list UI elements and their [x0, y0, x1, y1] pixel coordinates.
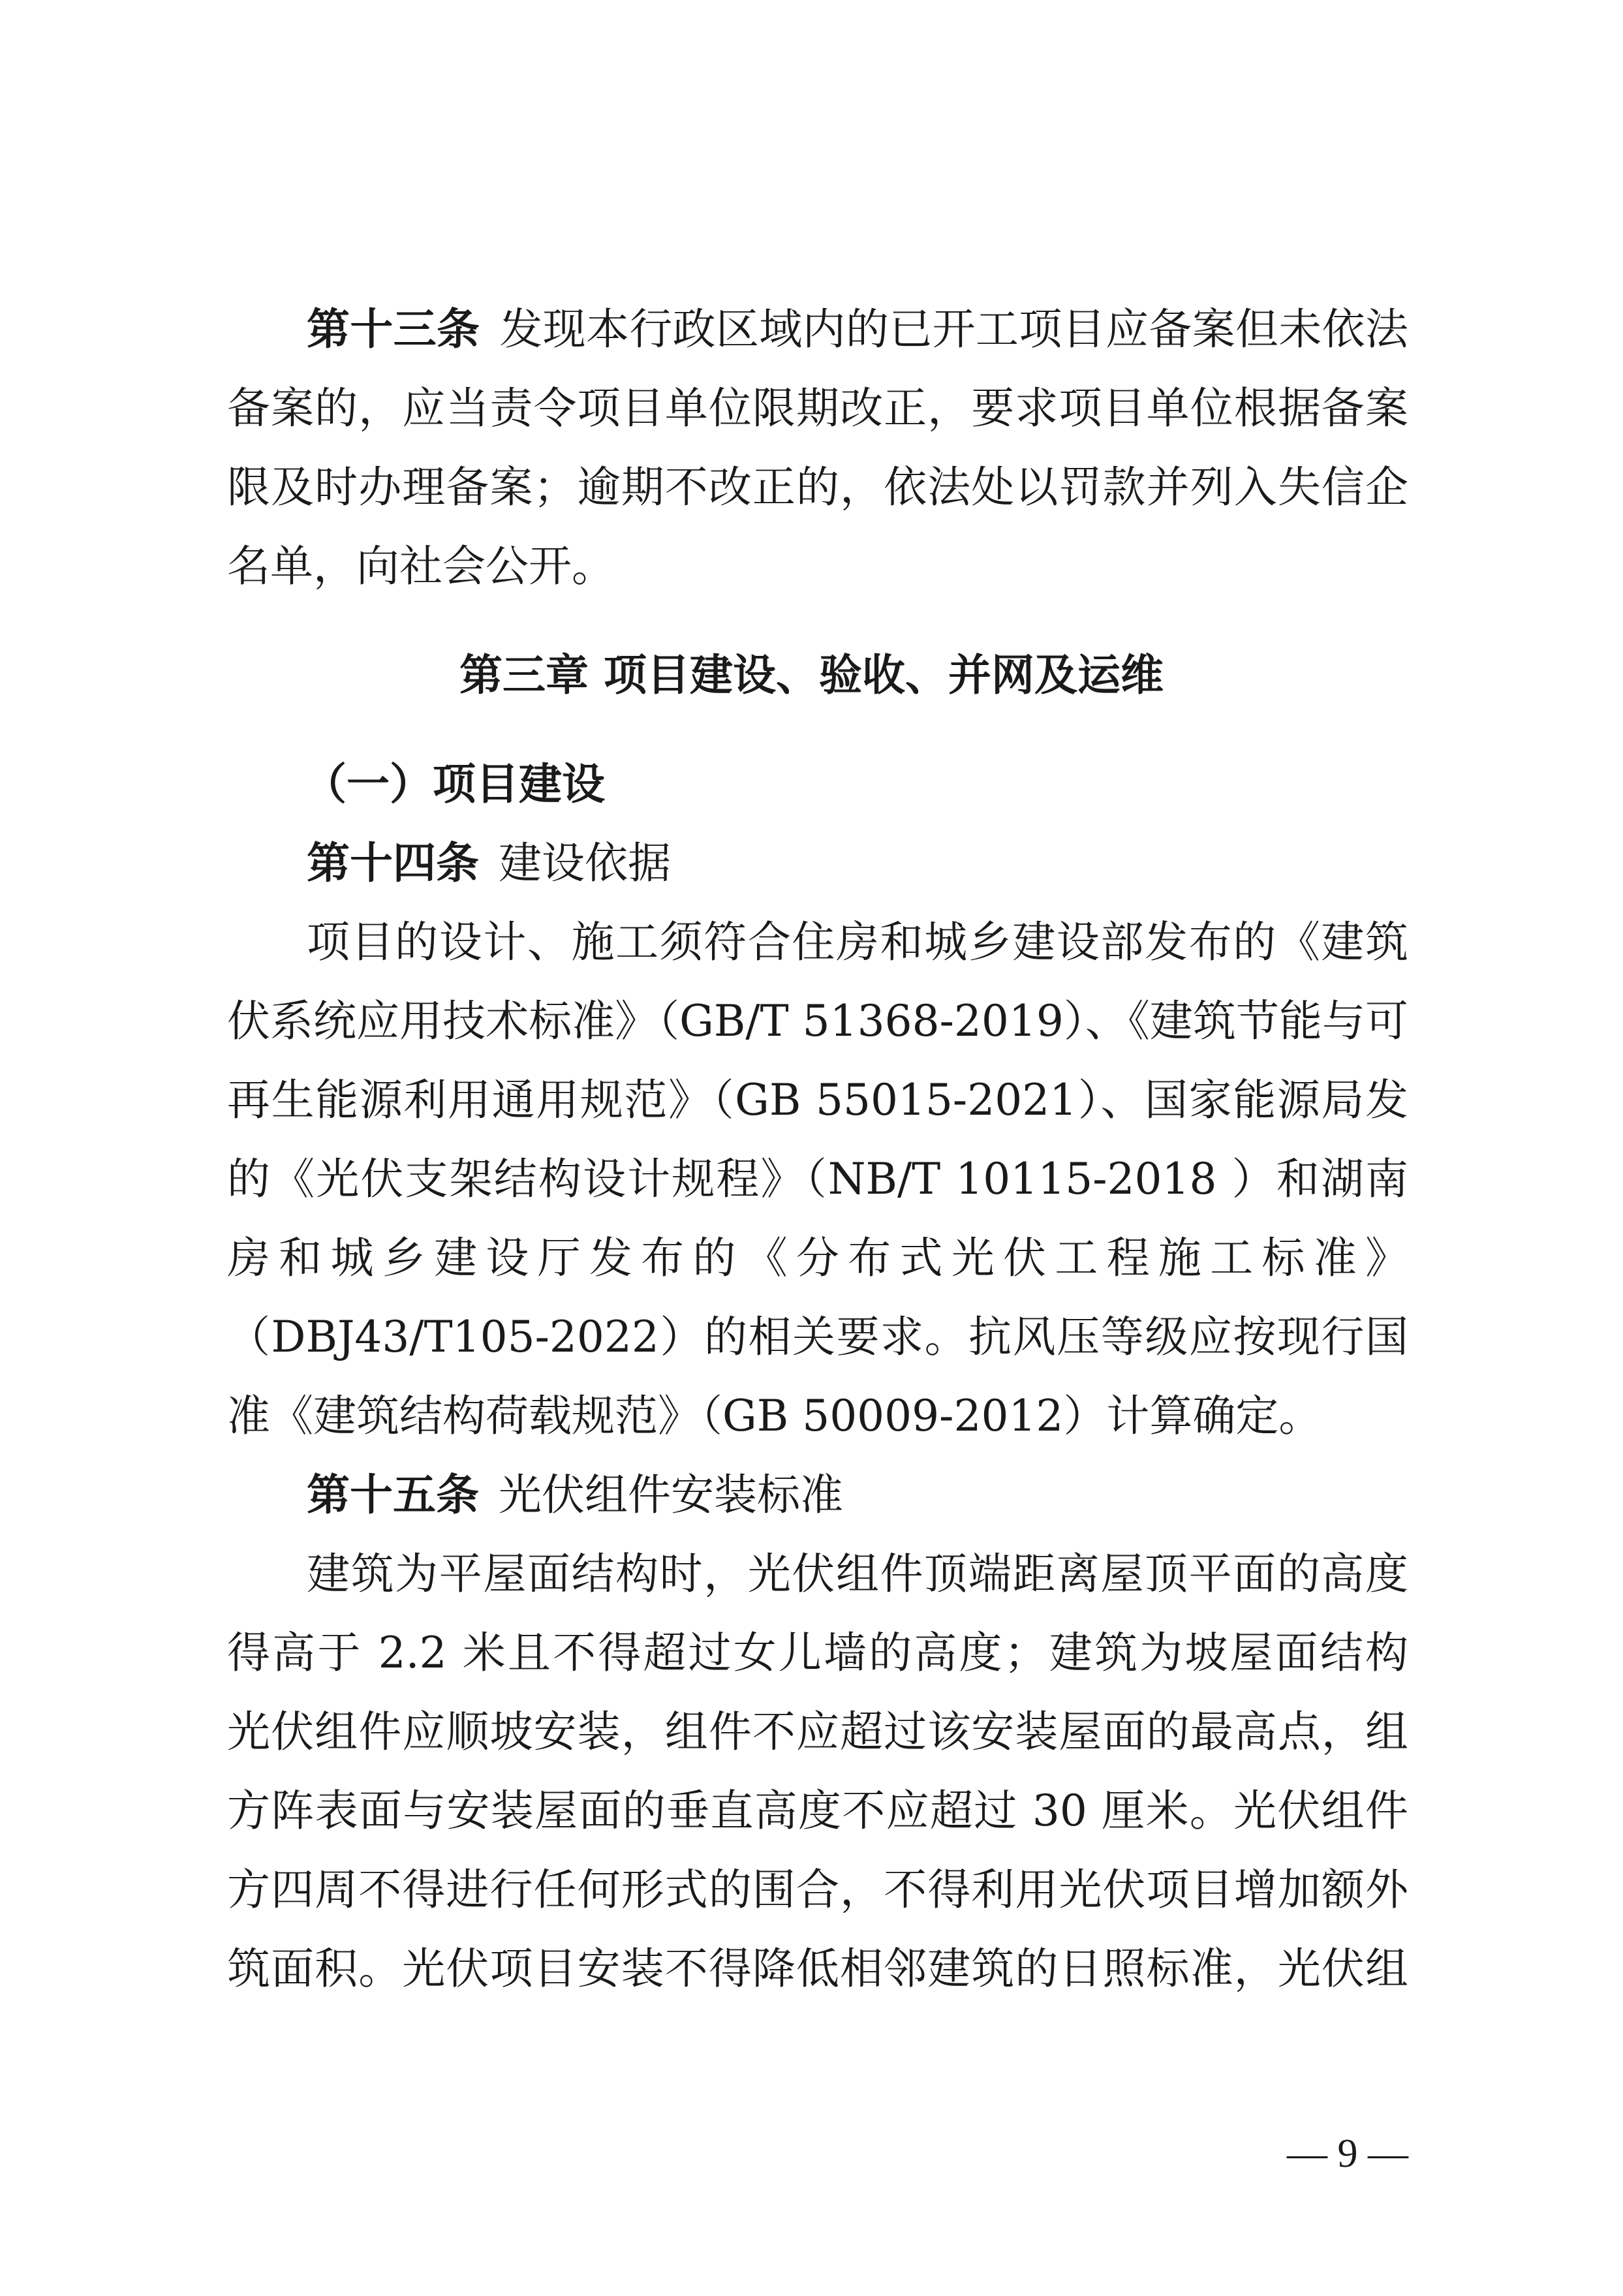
section-heading: （一）项目建设: [303, 759, 605, 809]
article-13-line-2: 备案的，应当责令项目单位限期改正，要求项目单位根据备案: [227, 383, 1408, 433]
article-14-line-6: （DBJ43/T105-2022）的相关要求。抗风压等级应按现行国: [227, 1312, 1408, 1362]
article-13-text: 发现本行政区域内的已开工项目应备案但未依法: [499, 304, 1408, 354]
article-14-line-3: 再生能源利用通用规范》（GB 55015-2021）、国家能源局发: [227, 1075, 1408, 1125]
article-14-line-1: 项目的设计、施工须符合住房和城乡建设部发布的《建筑: [307, 917, 1408, 967]
article-14-line-5: 房和城乡建设厅发布的《分布式光伏工程施工标准》: [227, 1233, 1408, 1283]
article-14-heading: [307, 837, 1408, 890]
chapter-heading: 第三章 项目建设、验收、并网及运维: [459, 650, 1164, 700]
article-14-line-7: 准《建筑结构荷载规范》（GB 50009-2012）计算确定。: [227, 1391, 1322, 1441]
article-15-title: 光伏组件安装标准: [499, 1470, 843, 1520]
article-15-line-5: 方四周不得进行任何形式的围合，不得利用光伏项目增加额外: [227, 1865, 1408, 1915]
article-15-line-3: 光伏组件应顺坡安装，组件不应超过该安装屋面的最高点，组: [227, 1707, 1408, 1757]
article-14-label: 第十四条: [307, 838, 479, 888]
article-15-label: 第十五条: [307, 1470, 479, 1520]
article-14-line-2: 伏系统应用技术标准》（GB/T 51368-2019）、《建筑节能与可: [227, 996, 1408, 1046]
article-13-first-line: [307, 303, 1408, 356]
article-15-line-1: 建筑为平屋面结构时，光伏组件顶端距离屋顶平面的高度: [307, 1549, 1408, 1599]
article-13-line-3: 限及时办理备案；逾期不改正的，依法处以罚款并列入失信企: [227, 462, 1408, 512]
article-13-line-4: 名单，向社会公开。: [227, 541, 615, 591]
page-number: — 9 —: [1287, 2132, 1408, 2176]
article-15-line-6: 筑面积。光伏项目安装不得降低相邻建筑的日照标准，光伏组: [227, 1944, 1408, 1994]
article-15-line-2: 得高于 2.2 米且不得超过女儿墙的高度；建筑为坡屋面结构: [227, 1628, 1408, 1678]
article-15-heading: [307, 1469, 1408, 1521]
article-14-line-4: 的《光伏支架结构设计规程》（NB/T 10115-2018 ）和湖南: [227, 1154, 1408, 1204]
article-15-line-4: 方阵表面与安装屋面的垂直高度不应超过 30 厘米。光伏组件: [227, 1786, 1408, 1836]
article-13-label: 第十三条: [307, 304, 480, 354]
article-14-title: 建设依据: [499, 838, 671, 888]
